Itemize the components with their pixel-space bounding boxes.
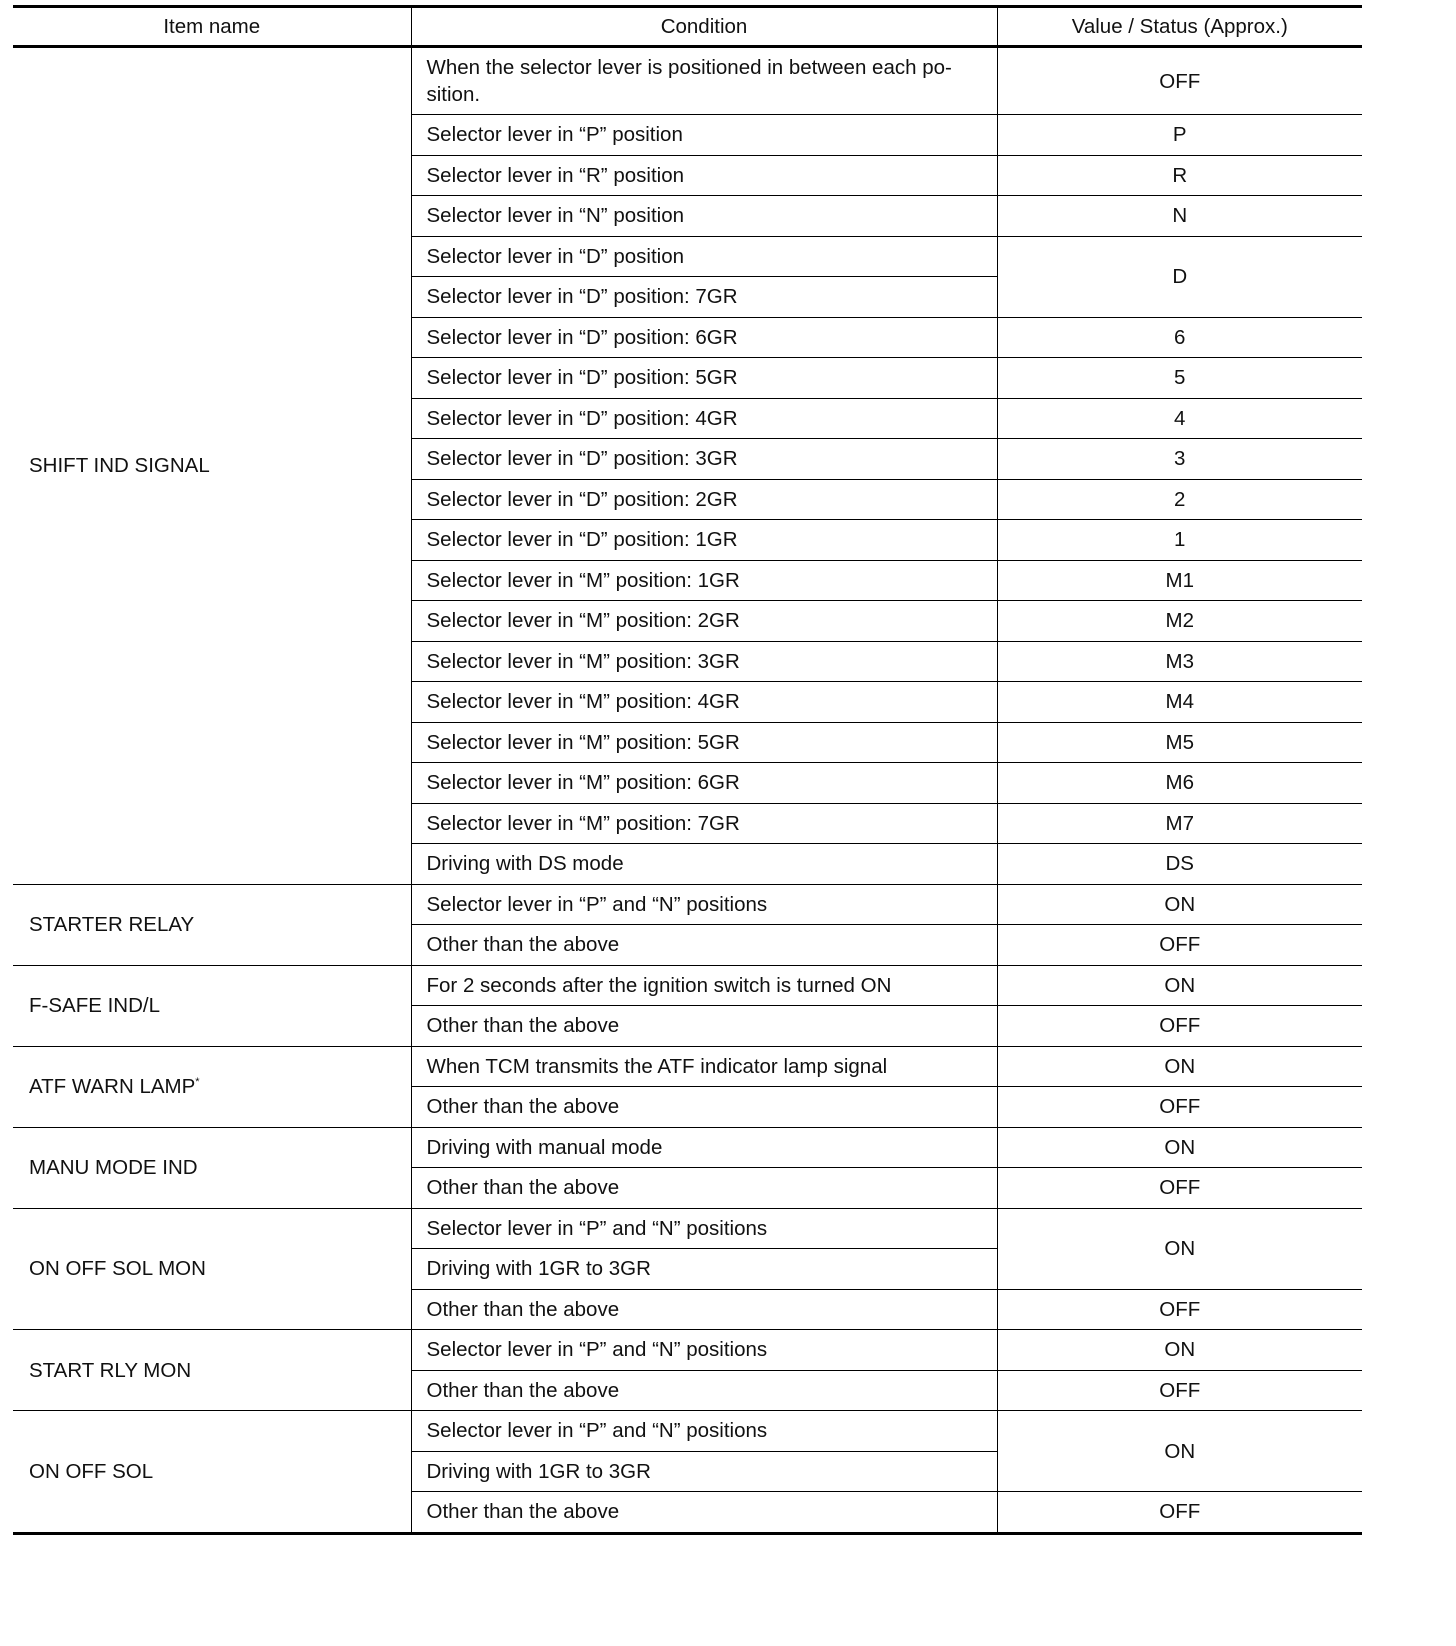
value-cell: OFF [997, 1168, 1362, 1209]
condition-cell: Other than the above [411, 1168, 997, 1209]
condition-cell: Driving with manual mode [411, 1127, 997, 1168]
condition-cell: Other than the above [411, 1087, 997, 1128]
value-cell: 4 [997, 398, 1362, 439]
item-name-cell [13, 1046, 411, 1127]
value-cell: ON [997, 1127, 1362, 1168]
value-cell: ON [997, 884, 1362, 925]
table-row [13, 1411, 1362, 1452]
value-cell: OFF [997, 1289, 1362, 1330]
condition-cell: Selector lever in “M” position: 2GR [411, 601, 997, 642]
condition-cell: Selector lever in “M” position: 6GR [411, 763, 997, 804]
condition-cell: When TCM transmits the ATF indicator lamp signal [411, 1046, 997, 1087]
condition-cell: Selector lever in “D” position: 3GR [411, 439, 997, 480]
header-condition: Condition [411, 7, 997, 47]
condition-cell: Driving with 1GR to 3GR [411, 1249, 997, 1290]
value-cell: N [997, 196, 1362, 237]
item-name-text: ATF WARN LAMP [29, 1075, 196, 1098]
condition-cell: Selector lever in “P” and “N” positions [411, 1330, 997, 1371]
value-cell: D [997, 236, 1362, 317]
value-cell: ON [997, 1208, 1362, 1289]
table-row [13, 1208, 1362, 1249]
value-cell: M2 [997, 601, 1362, 642]
table-row [13, 47, 1362, 115]
condition-cell: Selector lever in “P” and “N” positions [411, 1411, 997, 1452]
value-cell: DS [997, 844, 1362, 885]
value-cell: M4 [997, 682, 1362, 723]
value-cell: R [997, 155, 1362, 196]
value-cell: M1 [997, 560, 1362, 601]
value-cell: 5 [997, 358, 1362, 399]
value-cell: OFF [997, 925, 1362, 966]
value-cell: OFF [997, 1006, 1362, 1047]
value-cell: ON [997, 1046, 1362, 1087]
condition-cell: Selector lever in “R” position [411, 155, 997, 196]
item-name-cell: SHIFT IND SIGNAL [13, 47, 411, 885]
item-name-cell: MANU MODE IND [13, 1127, 411, 1208]
item-name-cell: ON OFF SOL MON [13, 1208, 411, 1330]
condition-cell: Other than the above [411, 1370, 997, 1411]
item-name-cell: STARTER RELAY [13, 884, 411, 965]
condition-cell: Other than the above [411, 1492, 997, 1534]
value-cell: ON [997, 1330, 1362, 1371]
value-cell: P [997, 115, 1362, 156]
table-row [13, 1330, 1362, 1371]
condition-cell: Selector lever in “M” position: 5GR [411, 722, 997, 763]
footnote-mark: * [195, 1076, 200, 1088]
condition-cell: Selector lever in “D” position [411, 236, 997, 277]
value-cell: OFF [997, 1492, 1362, 1534]
condition-cell [411, 47, 997, 115]
value-cell: 2 [997, 479, 1362, 520]
condition-text: When the selector lever is positioned in between each po- sition. [426, 56, 952, 106]
table-row [13, 884, 1362, 925]
value-cell: OFF [997, 1087, 1362, 1128]
condition-cell: Selector lever in “M” position: 7GR [411, 803, 997, 844]
table-row [13, 1127, 1362, 1168]
condition-cell: Driving with 1GR to 3GR [411, 1451, 997, 1492]
item-name-cell: F-SAFE IND/L [13, 965, 411, 1046]
condition-cell: Other than the above [411, 925, 997, 966]
value-cell: M5 [997, 722, 1362, 763]
condition-cell: Selector lever in “D” position: 2GR [411, 479, 997, 520]
condition-cell: Selector lever in “P” and “N” positions [411, 1208, 997, 1249]
table-row [13, 1046, 1362, 1087]
condition-cell: Selector lever in “M” position: 1GR [411, 560, 997, 601]
data-monitor-table [13, 5, 1362, 1535]
value-cell: ON [997, 1411, 1362, 1492]
condition-cell: Selector lever in “D” position: 5GR [411, 358, 997, 399]
condition-cell: Other than the above [411, 1006, 997, 1047]
condition-cell: Selector lever in “D” position: 7GR [411, 277, 997, 318]
condition-cell: Selector lever in “P” and “N” positions [411, 884, 997, 925]
value-cell: M7 [997, 803, 1362, 844]
condition-cell: Selector lever in “M” position: 3GR [411, 641, 997, 682]
value-cell: 1 [997, 520, 1362, 561]
condition-cell: Selector lever in “D” position: 6GR [411, 317, 997, 358]
condition-cell: Selector lever in “N” position [411, 196, 997, 237]
condition-cell: Selector lever in “M” position: 4GR [411, 682, 997, 723]
condition-cell: Selector lever in “D” position: 4GR [411, 398, 997, 439]
value-cell: OFF [997, 1370, 1362, 1411]
header-item-name: Item name [13, 7, 411, 47]
item-name-cell: START RLY MON [13, 1330, 411, 1411]
condition-cell: Selector lever in “D” position: 1GR [411, 520, 997, 561]
table-row [13, 965, 1362, 1006]
condition-cell: For 2 seconds after the ignition switch is turned ON [411, 965, 997, 1006]
item-name-cell: ON OFF SOL [13, 1411, 411, 1534]
value-cell: OFF [997, 47, 1362, 115]
condition-cell: Selector lever in “P” position [411, 115, 997, 156]
condition-cell: Driving with DS mode [411, 844, 997, 885]
value-cell: ON [997, 965, 1362, 1006]
condition-cell: Other than the above [411, 1289, 997, 1330]
header-value-status: Value / Status (Approx.) [997, 7, 1362, 47]
value-cell: M6 [997, 763, 1362, 804]
value-cell: 3 [997, 439, 1362, 480]
header-row [13, 7, 1362, 47]
value-cell: M3 [997, 641, 1362, 682]
value-cell: 6 [997, 317, 1362, 358]
